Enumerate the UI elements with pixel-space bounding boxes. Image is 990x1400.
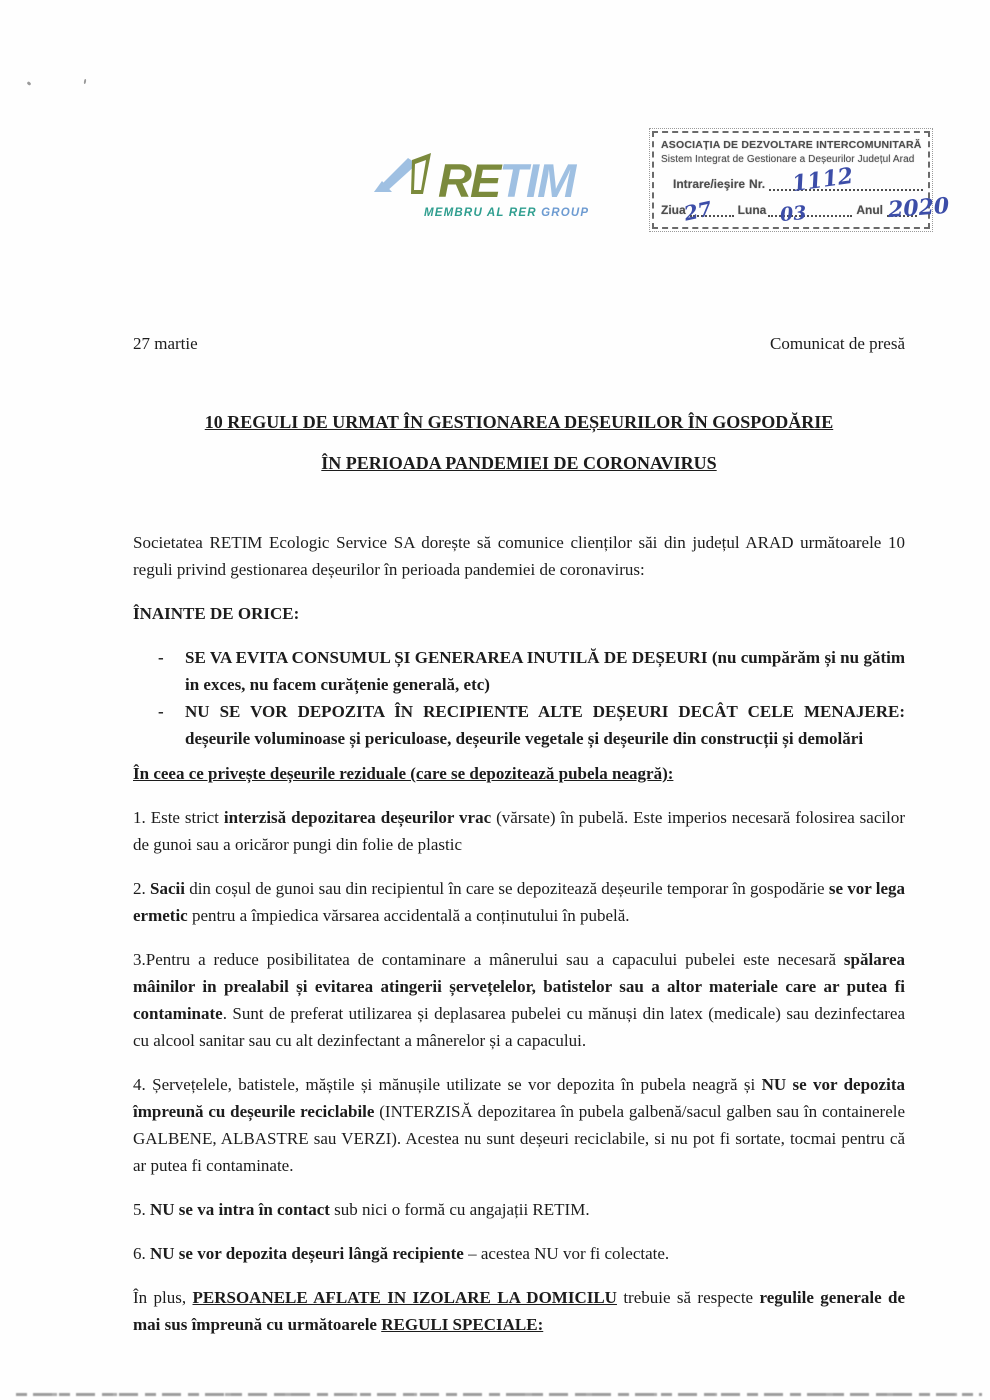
stamp-org-line1: ASOCIAȚIA DE DEZVOLTARE INTERCOMUNITARĂ [661,139,922,151]
handwritten-day: 27 [681,196,715,226]
title-line-2: ÎN PERIOADA PANDEMIEI DE CORONAVIRUS [321,453,717,473]
rule-paragraph-6: 6. NU se vor depozita deșeuri lângă recipiente – acestea NU vor fi colectate. [133,1244,670,1263]
residual-waste-heading: În ceea ce privește deșeurile reziduale (care se depozitează pubela neagră): [133,764,674,783]
stamp-anul-label: Anul [856,203,884,217]
general-rules-list [133,644,905,752]
logo-re: RE [438,154,500,207]
pencil-speck [84,79,87,84]
closing-paragraph: În plus, PERSOANELE AFLATE IN IZOLARE LA DOMICILU trebuie să respecte regulile generale de mai sus împreună cu următoarele REGULI SPECIALE: [133,1288,906,1334]
before-anything-heading: ÎNAINTE DE ORICE: [133,604,300,623]
retim-wordmark [438,154,575,207]
bullet-dash: - [158,702,164,721]
date-text: 27 martie [133,334,198,353]
scanner-edge-artifact [16,1393,982,1396]
handwritten-year: 2020 [887,192,951,224]
intro-paragraph: Societatea RETIM Ecologic Service SA dorește să comunice clienților săi din județul ARAD următoarele 10 reguli privind gestionarea deșeurilor în perioada pandemiei de coronavirus: [133,533,905,579]
registration-stamp [652,131,951,229]
stamp-ziua-label: Ziua [661,203,686,217]
doc-type-text: Comunicat de presă [769,334,905,353]
rule-paragraph-5: 5. NU se va intra în contact sub nici o formă cu angajații RETIM. [133,1200,590,1219]
stamp-luna-label: Luna [737,203,767,217]
tagline-group: GROUP [536,207,590,219]
list-item [133,698,905,752]
pencil-speck [27,81,32,86]
stamp-nr-label: Nr. [749,177,766,191]
document-body [133,330,905,1355]
list-item [133,644,905,698]
tagline-membru: MEMBRU AL RER [424,207,537,219]
handwritten-entry-number: 1112 [790,162,855,198]
retim-arrow-icon [372,150,436,205]
title-line-1: 10 REGULI DE URMAT ÎN GESTIONAREA DEȘEURILOR ÎN GOSPODĂRIE [204,412,834,432]
stamp-org-line2: Sistem Integrat de Gestionare a Deșeurilor Județul Arad [661,154,915,165]
logo-tagline [424,207,657,219]
bullet-dash: - [158,648,164,667]
retim-logo [372,150,657,219]
rule-paragraph-4: 4. Șervețelele, batistele, măștile și mănușile utilizate se vor depozita în pubela neagră și NU se vor depozita împreună cu deșeurile reciclabile (INTERZISĂ depozitarea în pubela galbenă/sacul galben sau în containerele GALBENE, ALBASTRE sau VERZI). Acestea nu sunt deșeuri reciclabile, si nu pot fi sortate, tocmai pentru că ar putea fi contaminate. [133,1075,906,1175]
logo-tim: TIM [499,154,575,207]
bullet-text: SE VA EVITA CONSUMUL ȘI GENERAREA INUTILĂ DE DEȘEURI (nu cumpărăm și nu gătim in exces, nu facem curățenie generală, etc) [185,648,905,694]
rule-paragraph-1: 1. Este strict interzisă depozitarea deșeurilor vrac (vărsate) în pubelă. Este imperios necesară folosirea sacilor de gunoi sau a oricăror pungi din folie de plastic [133,808,905,854]
handwritten-month: 03 [779,201,808,227]
stamp-io-label: Intrare/ieşire [673,177,746,191]
rule-paragraph-3: 3.Pentru a reduce posibilitatea de contaminare a mânerului sau a capacului pubelei este necesară spălarea mâinilor in prealabil și evitarea atingerii șervețelelor, batistelor sau a altor materiale care ar putea fi contaminate. Sunt de preferat utilizarea și deplasarea pubelei cu mănuși din latex (medicale) sau dezinfectarea cu alcool sanitar sau cu alt dezinfectant a mânerelor și a capacului. [133,950,905,1050]
bullet-text: NU SE VOR DEPOZITA ÎN RECIPIENTE ALTE DEȘEURI DECÂT CELE MENAJERE: deșeurile voluminoase și periculoase, deșeurile vegetale și deșeurile din construcții și demolări [185,702,905,748]
dateline [133,330,905,357]
rule-paragraph-2: 2. Sacii din coșul de gunoi sau din recipientul în care se depozitează deșeurile temporar în gospodărie se vor lega ermetic pentru a împiedica vărsarea accidentală a conținutului în pubelă. [133,879,906,925]
